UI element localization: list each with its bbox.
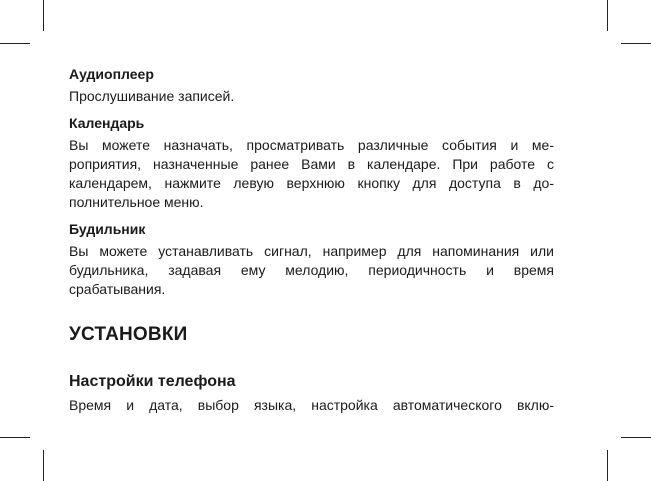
section-title: Аудиоплеер — [69, 66, 154, 82]
crop-mark-bottom-right-h — [621, 437, 651, 438]
crop-mark-top-right — [607, 0, 608, 31]
crop-mark-top-left-h — [0, 43, 30, 44]
settings-heading: УСТАНОВКИ — [69, 324, 188, 345]
crop-mark-bottom-left-h — [0, 437, 30, 438]
phone-settings-subheading: Настройки телефона — [69, 373, 236, 390]
section-text: Прослушивание записей. — [69, 88, 235, 104]
section-alarm — [69, 219, 554, 299]
crop-mark-top-left — [43, 0, 44, 31]
phone-settings-text: Время и дата, выбор языка, настройка автоматического вклю- — [69, 397, 554, 413]
crop-mark-bottom-right — [607, 450, 608, 481]
section-title: Будильник — [69, 221, 146, 237]
section-text: Вы можете назначать, просматривать различные события и ме- роприятия, назначенные ранее Вами в календаре. При работе с календарем, нажмите левую верхнюю кнопку для доступа в до- полнительное меню. — [69, 137, 554, 210]
section-title: Календарь — [69, 115, 145, 131]
section-audioplayer — [69, 64, 554, 106]
crop-mark-bottom-left — [43, 450, 44, 481]
page-content — [69, 64, 554, 415]
section-calendar — [69, 113, 554, 212]
section-text: Вы можете устанавливать сигнал, например для напоминания или будильника, задавая ему мелодию, периодичность и время срабатывания. — [69, 243, 554, 297]
crop-mark-top-right-h — [621, 43, 651, 44]
